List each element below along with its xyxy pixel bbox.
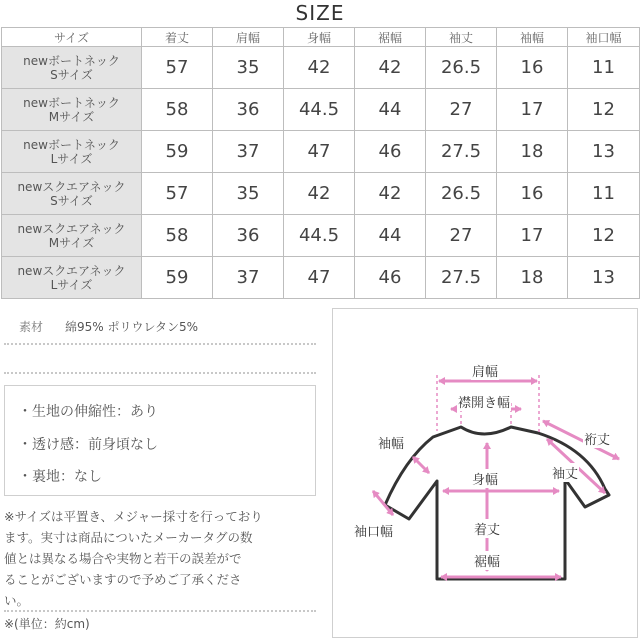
table-cell: 44 [355, 215, 426, 257]
table-row [2, 89, 640, 131]
table-cell: 42 [284, 173, 355, 215]
table-cell: 27.5 [426, 131, 497, 173]
table-cell: 58 [142, 89, 213, 131]
label-cuff-width: 袖口幅 [353, 521, 394, 540]
row-size-name [2, 47, 142, 89]
table-cell: 36 [213, 215, 284, 257]
table-cell: 37 [213, 257, 284, 299]
table-cell: 42 [355, 173, 426, 215]
label-length: 着丈 [473, 519, 501, 538]
table-header-row [2, 28, 640, 47]
label-neck-opening: 襟開き幅 [457, 392, 511, 411]
size-table [1, 27, 640, 299]
dotted-divider [4, 343, 316, 345]
row-size-name-line2: Lサイズ [50, 151, 93, 166]
header-sleeve-length: 袖丈 [426, 28, 497, 47]
table-row [2, 215, 640, 257]
unit-note: ※(単位：約cm) [4, 617, 90, 631]
measurement-diagram [332, 308, 638, 638]
table-cell: 59 [142, 257, 213, 299]
table-cell: 46 [355, 131, 426, 173]
table-cell: 12 [568, 215, 640, 257]
table-cell: 27 [426, 215, 497, 257]
table-cell: 12 [568, 89, 640, 131]
dotted-divider [4, 372, 316, 374]
note-line: ることがございますので予めご了承くださ [4, 572, 242, 587]
material-label: 素材 [19, 320, 44, 334]
label-yuki: 裄丈 [583, 429, 611, 448]
header-sleeve-width: 袖幅 [497, 28, 568, 47]
table-cell: 44.5 [284, 89, 355, 131]
property-sheer: ・透け感：前身頃なし [18, 437, 158, 453]
table-cell: 57 [142, 173, 213, 215]
label-sleeve-length: 袖丈 [551, 463, 579, 482]
table-cell: 18 [497, 257, 568, 299]
page-title: SIZE [295, 1, 345, 25]
table-cell: 17 [497, 215, 568, 257]
material-value: 綿95% ポリウレタン5% [65, 320, 199, 334]
table-cell: 18 [497, 131, 568, 173]
note-line: い。 [4, 593, 30, 608]
row-size-name-line1: newスクエアネック [17, 263, 126, 278]
note-line: ※サイズは平置き、メジャー採寸を行っており [4, 509, 263, 524]
label-shoulder: 肩幅 [471, 361, 499, 380]
material-line [19, 318, 198, 335]
note-line: ます。実寸は商品についたメーカータグの数 [4, 530, 253, 545]
row-size-name [2, 173, 142, 215]
header-size: サイズ [2, 28, 142, 47]
table-cell: 35 [213, 47, 284, 89]
label-body-width: 身幅 [471, 469, 499, 488]
table-cell: 59 [142, 131, 213, 173]
fabric-properties-box [4, 385, 316, 496]
header-cuff-width: 袖口幅 [568, 28, 640, 47]
row-size-name [2, 257, 142, 299]
table-cell: 42 [284, 47, 355, 89]
dotted-divider [4, 610, 316, 612]
table-cell: 27 [426, 89, 497, 131]
header-hem-width: 裾幅 [355, 28, 426, 47]
table-cell: 37 [213, 131, 284, 173]
note-line: 値とは異なる場合や実物と若干の誤差がで [4, 551, 242, 566]
table-cell: 58 [142, 215, 213, 257]
table-cell: 11 [568, 173, 640, 215]
table-cell: 26.5 [426, 173, 497, 215]
table-cell: 42 [355, 47, 426, 89]
table-cell: 26.5 [426, 47, 497, 89]
table-cell: 17 [497, 89, 568, 131]
header-body-width: 身幅 [284, 28, 355, 47]
row-size-name-line1: newスクエアネック [17, 221, 126, 236]
table-cell: 46 [355, 257, 426, 299]
row-size-name-line1: newボートネック [23, 53, 120, 68]
table-cell: 16 [497, 47, 568, 89]
header-shoulder: 肩幅 [213, 28, 284, 47]
table-row [2, 47, 640, 89]
header-length: 着丈 [142, 28, 213, 47]
table-cell: 44.5 [284, 215, 355, 257]
row-size-name-line2: Mサイズ [48, 109, 95, 124]
table-cell: 44 [355, 89, 426, 131]
row-size-name-line2: Mサイズ [48, 235, 95, 250]
row-size-name-line1: newボートネック [23, 137, 120, 152]
row-size-name-line2: Sサイズ [50, 67, 93, 82]
property-lining: ・裏地：なし [18, 469, 102, 485]
table-cell: 16 [497, 173, 568, 215]
table-row [2, 257, 640, 299]
table-cell: 13 [568, 257, 640, 299]
table-cell: 47 [284, 257, 355, 299]
table-cell: 35 [213, 173, 284, 215]
table-cell: 11 [568, 47, 640, 89]
property-stretch: ・生地の伸縮性：あり [18, 404, 158, 420]
label-hem-width: 裾幅 [473, 551, 501, 570]
row-size-name-line1: newスクエアネック [17, 179, 126, 194]
row-size-name [2, 89, 142, 131]
table-cell: 47 [284, 131, 355, 173]
measurement-notes [4, 506, 320, 611]
table-row [2, 173, 640, 215]
table-cell: 36 [213, 89, 284, 131]
table-cell: 57 [142, 47, 213, 89]
label-sleeve-width: 袖幅 [377, 433, 405, 452]
row-size-name-line2: Lサイズ [50, 277, 93, 292]
table-row [2, 131, 640, 173]
table-cell: 27.5 [426, 257, 497, 299]
row-size-name-line2: Sサイズ [50, 193, 93, 208]
row-size-name [2, 215, 142, 257]
table-cell: 13 [568, 131, 640, 173]
row-size-name-line1: newボートネック [23, 95, 120, 110]
row-size-name [2, 131, 142, 173]
